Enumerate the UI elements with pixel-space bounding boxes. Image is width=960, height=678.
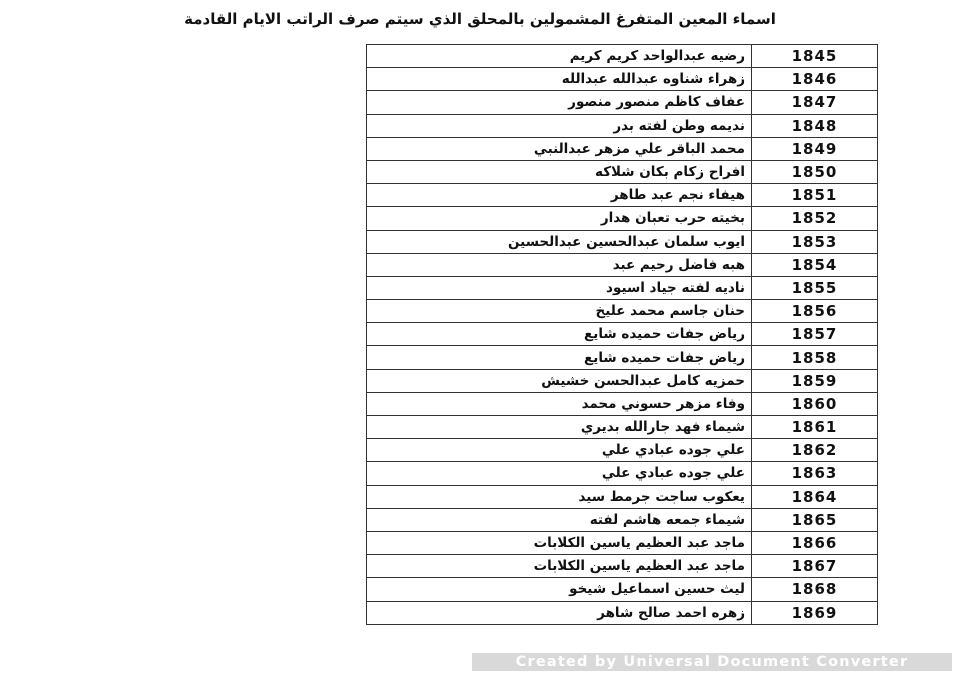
serial-number-cell: 1864 (752, 485, 878, 508)
converter-watermark: Created by Universal Document Converter (472, 653, 952, 671)
serial-number-cell: 1862 (752, 439, 878, 462)
person-name-cell: ماجد عبد العظيم ياسين الكلابات (367, 531, 752, 554)
serial-number-cell: 1849 (752, 137, 878, 160)
table-row (367, 392, 878, 415)
table-row (367, 323, 878, 346)
serial-number-cell: 1863 (752, 462, 878, 485)
names-table-body (367, 45, 878, 625)
serial-number-cell: 1850 (752, 160, 878, 183)
person-name-cell: عفاف كاظم منصور منصور (367, 91, 752, 114)
serial-number-cell: 1852 (752, 207, 878, 230)
serial-number-cell: 1851 (752, 184, 878, 207)
serial-number-cell: 1869 (752, 601, 878, 624)
person-name-cell: نديمه وطن لفته بدر (367, 114, 752, 137)
page-title: اسماء المعين المتفرغ المشمولين بالمحلق الذي سيتم صرف الراتب الايام القادمة (184, 10, 776, 28)
table-row (367, 369, 878, 392)
person-name-cell: يعكوب ساجت جرمط سيد (367, 485, 752, 508)
table-row (367, 300, 878, 323)
serial-number-cell: 1861 (752, 416, 878, 439)
table-row (367, 485, 878, 508)
person-name-cell: علي جوده عبادي علي (367, 439, 752, 462)
person-name-cell: حنان جاسم محمد عليخ (367, 300, 752, 323)
table-row (367, 207, 878, 230)
table-row (367, 253, 878, 276)
person-name-cell: ماجد عبد العظيم ياسين الكلابات (367, 555, 752, 578)
serial-number-cell: 1856 (752, 300, 878, 323)
table-row (367, 137, 878, 160)
person-name-cell: حمزيه كامل عبدالحسن خشيش (367, 369, 752, 392)
table-row (367, 184, 878, 207)
serial-number-cell: 1866 (752, 531, 878, 554)
table-row (367, 416, 878, 439)
table-row (367, 578, 878, 601)
serial-number-cell: 1857 (752, 323, 878, 346)
serial-number-cell: 1860 (752, 392, 878, 415)
table-row (367, 555, 878, 578)
serial-number-cell: 1847 (752, 91, 878, 114)
serial-number-cell: 1855 (752, 276, 878, 299)
table-row (367, 346, 878, 369)
serial-number-cell: 1867 (752, 555, 878, 578)
serial-number-cell: 1845 (752, 45, 878, 68)
table-row (367, 439, 878, 462)
person-name-cell: ايوب سلمان عبدالحسين عبدالحسين (367, 230, 752, 253)
table-row (367, 276, 878, 299)
person-name-cell: رياض جفات حميده شايع (367, 323, 752, 346)
serial-number-cell: 1853 (752, 230, 878, 253)
serial-number-cell: 1848 (752, 114, 878, 137)
person-name-cell: رياض جفات حميده شايع (367, 346, 752, 369)
table-row (367, 68, 878, 91)
table-row (367, 508, 878, 531)
serial-number-cell: 1868 (752, 578, 878, 601)
person-name-cell: علي جوده عبادي علي (367, 462, 752, 485)
person-name-cell: هيفاء نجم عبد طاهر (367, 184, 752, 207)
person-name-cell: شيماء فهد جارالله بديري (367, 416, 752, 439)
person-name-cell: بخيته حرب تعبان هدار (367, 207, 752, 230)
table-row (367, 160, 878, 183)
serial-number-cell: 1858 (752, 346, 878, 369)
table-row (367, 91, 878, 114)
person-name-cell: محمد الباقر علي مزهر عبدالنبي (367, 137, 752, 160)
person-name-cell: شيماء جمعه هاشم لفته (367, 508, 752, 531)
person-name-cell: زهره احمد صالح شاهر (367, 601, 752, 624)
table-row (367, 230, 878, 253)
person-name-cell: هبه فاضل رحيم عبد (367, 253, 752, 276)
person-name-cell: ليث حسين اسماعيل شيخو (367, 578, 752, 601)
person-name-cell: زهراء شناوه عبدالله عبدالله (367, 68, 752, 91)
names-table (366, 44, 878, 625)
person-name-cell: رضيه عبدالواحد كريم كريم (367, 45, 752, 68)
serial-number-cell: 1846 (752, 68, 878, 91)
serial-number-cell: 1859 (752, 369, 878, 392)
table-row (367, 531, 878, 554)
serial-number-cell: 1865 (752, 508, 878, 531)
person-name-cell: افراح زكام بكان شلاكه (367, 160, 752, 183)
person-name-cell: وفاء مزهر حسوني محمد (367, 392, 752, 415)
table-row (367, 114, 878, 137)
table-row (367, 45, 878, 68)
table-row (367, 601, 878, 624)
serial-number-cell: 1854 (752, 253, 878, 276)
person-name-cell: ناديه لفته جياد اسيود (367, 276, 752, 299)
table-row (367, 462, 878, 485)
